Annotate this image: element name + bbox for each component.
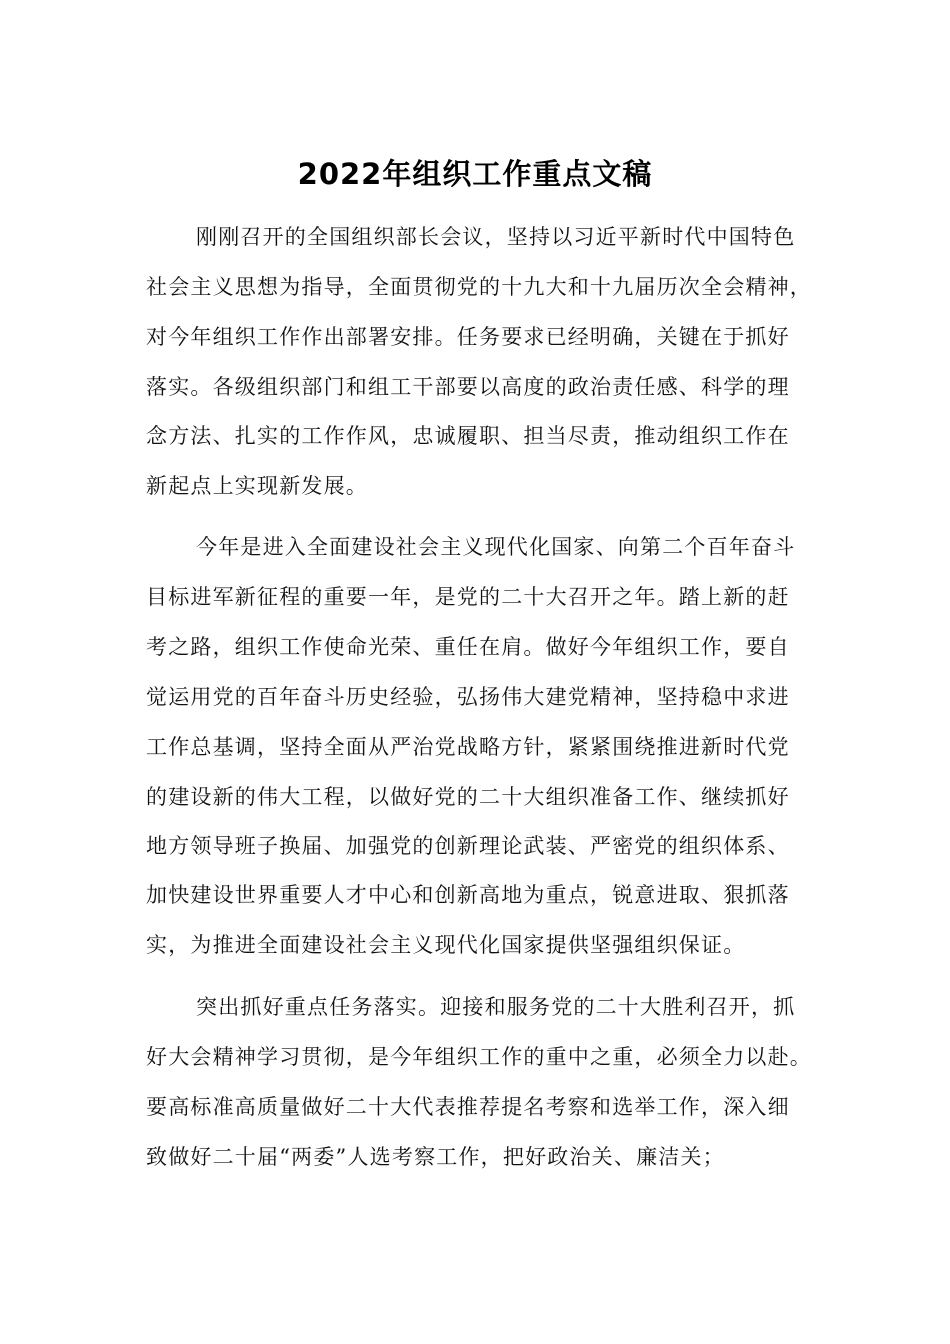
paragraph-2-line-7: 地方领导班子换届、加强党的创新理论武装、严密党的组织体系、: [146, 834, 790, 858]
paragraph-1-line-6: 新起点上实现新发展。: [146, 474, 368, 498]
paragraph-2-line-6: 的建设新的伟大工程，以做好党的二十大组织准备工作、继续抓好: [146, 785, 790, 809]
paragraph-3-line-2: 好大会精神学习贯彻，是今年组织工作的重中之重，必须全力以赴。: [146, 1045, 812, 1069]
paragraph-2-line-9: 实，为推进全面建设社会主义现代化国家提供坚强组织保证。: [146, 933, 746, 957]
paragraph-1-line-4: 落实。各级组织部门和组工干部要以高度的政治责任感、科学的理: [146, 375, 790, 399]
paragraph-3-line-1: 突出抓好重点任务落实。迎接和服务党的二十大胜利召开，抓: [196, 995, 796, 1019]
paragraph-2-line-4: 觉运用党的百年奋斗历史经验，弘扬伟大建党精神，坚持稳中求进: [146, 685, 790, 709]
paragraph-1-line-1: 刚刚召开的全国组织部长会议，坚持以习近平新时代中国特色: [196, 225, 796, 249]
paragraph-2-line-8: 加快建设世界重要人才中心和创新高地为重点，锐意进取、狠抓落: [146, 883, 790, 907]
paragraph-3-line-4: 致做好二十届“两委”人选考察工作，把好政治关、廉洁关；: [146, 1145, 725, 1169]
paragraph-1-line-3: 对今年组织工作作出部署安排。任务要求已经明确，关键在于抓好: [146, 325, 790, 349]
document-title: 2022年组织工作重点文稿: [297, 157, 653, 191]
paragraph-1-line-2: 社会主义思想为指导，全面贯彻党的十九大和十九届历次全会精神，: [146, 275, 812, 299]
paragraph-2-line-3: 考之路，组织工作使命光荣、重任在肩。做好今年组织工作，要自: [146, 635, 790, 659]
paragraph-2-line-5: 工作总基调，坚持全面从严治党战略方针，紧紧围绕推进新时代党: [146, 735, 790, 759]
paragraph-3-line-3: 要高标准高质量做好二十大代表推荐提名考察和选举工作，深入细: [146, 1095, 790, 1119]
paragraph-2-line-1: 今年是进入全面建设社会主义现代化国家、向第二个百年奋斗: [196, 535, 796, 559]
paragraph-2-line-2: 目标进军新征程的重要一年，是党的二十大召开之年。踏上新的赶: [146, 585, 790, 609]
paragraph-1-line-5: 念方法、扎实的工作作风，忠诚履职、担当尽责，推动组织工作在: [146, 424, 790, 448]
